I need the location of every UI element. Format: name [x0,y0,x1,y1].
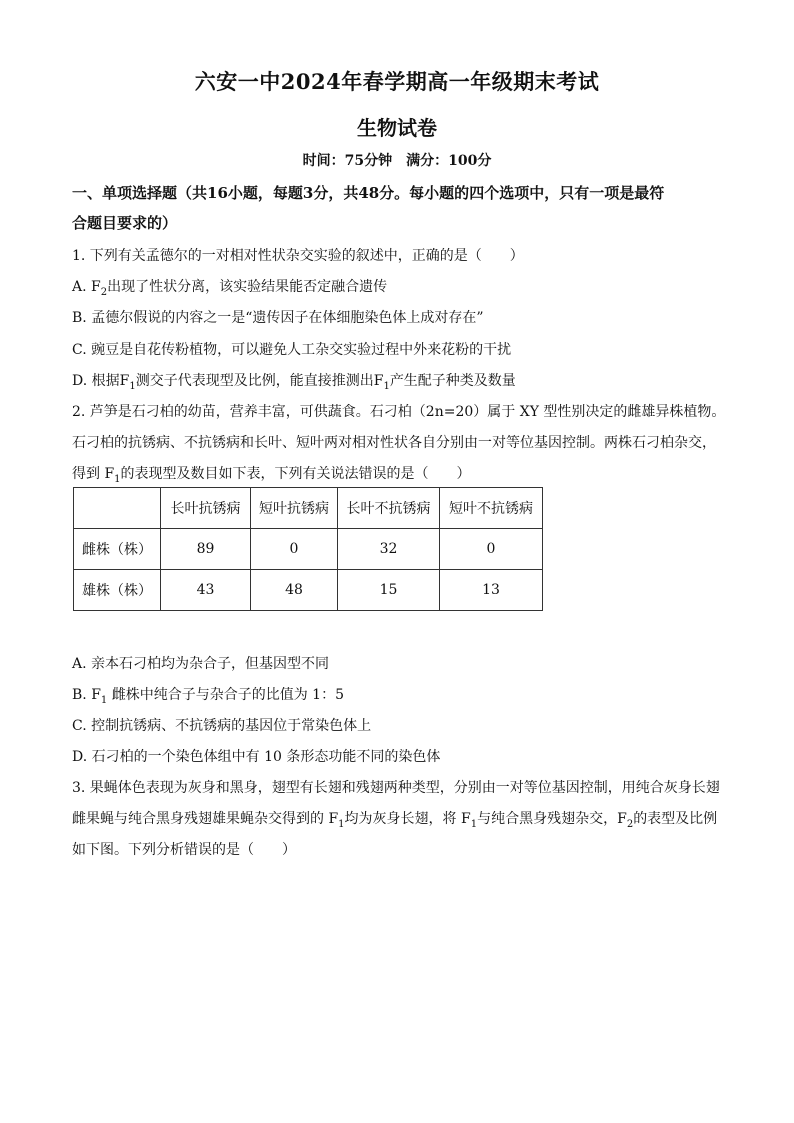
exam-subject: 生物试卷 [357,116,437,140]
table-header-cell: 长叶不抗锈病 [338,488,440,529]
table-header-row [74,488,543,529]
table-cell: 13 [440,570,543,611]
q2-option-b: B. $F_1$ 雌株中纯合子与杂合子的比值为 1：5 [72,687,344,706]
exam-time-info: 时间：75分钟 满分：100分 [302,153,492,169]
q1-option-d: D. 根据$F_1$测交子代表现型及比例，能直接推测出$F_1$产生配子种类及数量 [72,373,516,392]
table-cell: 0 [251,529,338,570]
table-header-cell: 长叶抗锈病 [161,488,251,529]
q1-option-c: C. 豌豆是自花传粉植物，可以避免人工杂交实验过程中外来花粉的干扰 [72,342,512,358]
q2-data-table [73,487,543,611]
q2-option-c: C. 控制抗锈病、不抗锈病的基因位于常染色体上 [72,718,372,734]
q1-option-b: B. 孟德尔假说的内容之一是“遗传因子在体细胞染色体上成对存在” [72,310,484,326]
exam-title: 六安一中2024年春学期高一年级期末考试 [194,69,600,94]
q2-option-a: A. 亲本石刁柏均为杂合子，但基因型不同 [72,656,330,672]
table-cell: 15 [338,570,440,611]
table-cell: 雄株（株） [74,570,161,611]
q3-stem-line2: 雌果蝇与纯合黑身残翅雄果蝇杂交得到的 $F_1$均为灰身长翅，将 $F_1$与纯合黑身残翅杂交，$F_2$的表型及比例 [72,811,718,830]
table-row [74,529,543,570]
table-cell: 43 [161,570,251,611]
q3-stem-line3: 如下图。下列分析错误的是（ ） [72,842,296,858]
q1-option-a: A. $F_2$出现了性状分离，该实验结果能否定融合遗传 [72,279,388,298]
table-header-cell: 短叶抗锈病 [251,488,338,529]
q2-option-d: D. 石刁柏的一个染色体组中有 10 条形态功能不同的染色体 [72,749,441,765]
table-cell: 雌株（株） [74,529,161,570]
section-heading-line2: 合题目要求的） [72,214,178,232]
q2-stem-line2: 石刁柏的抗锈病、不抗锈病和长叶、短叶两对相对性状各自分别由一对等位基因控制。两株石刁柏杂交， [72,435,716,451]
q1-stem: 1. 下列有关孟德尔的一对相对性状杂交实验的叙述中，正确的是（ ） [72,248,524,264]
table-cell: 89 [161,529,251,570]
section-heading-line1: 一、单项选择题（共16小题，每题3分，共48分。每小题的四个选项中，只有一项是最符 [72,184,665,202]
table-row [74,570,543,611]
table-header-cell: 短叶不抗锈病 [440,488,543,529]
q3-stem-line1: 3. 果蝇体色表现为灰身和黑身，翅型有长翅和残翅两种类型，分别由一对等位基因控制，用纯合灰身长翅 [72,780,720,796]
q2-stem-line1: 2. 芦笋是石刁柏的幼苗，营养丰富，可供蔬食。石刁柏（2n=20）属于 XY 型性别决定的雌雄异株植物。 [72,404,726,420]
table-cell: 0 [440,529,543,570]
table-cell: 32 [338,529,440,570]
q2-stem-line3: 得到 $F_1$的表现型及数目如下表，下列有关说法错误的是（ ） [72,466,471,485]
table-cell: 48 [251,570,338,611]
table-header-cell [74,488,161,529]
